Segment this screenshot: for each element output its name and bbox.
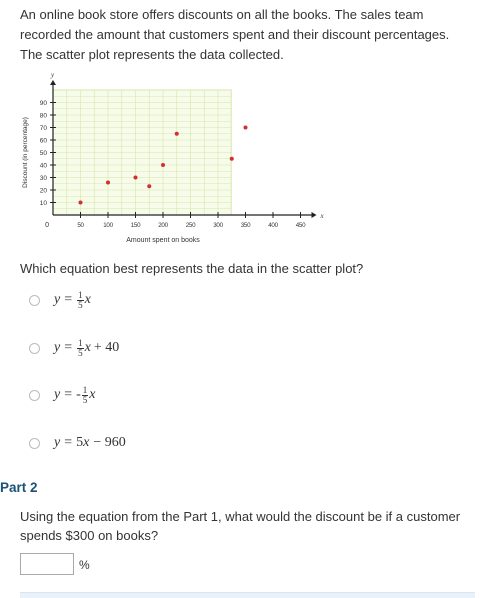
x-tick-label: 450: [295, 222, 306, 229]
part-2-question-line-2: spends $300 on books?: [20, 528, 159, 543]
fraction-numerator: 1: [78, 337, 83, 348]
part-2-title: Part 2: [0, 480, 38, 495]
y-tick-label: 20: [39, 187, 47, 195]
eq-lhs: y: [54, 387, 61, 402]
eq-constant: − 960: [93, 435, 126, 450]
data-point: [230, 157, 234, 161]
equation-1: [54, 291, 91, 310]
eq-lhs: y: [54, 435, 61, 450]
eq-variable: x: [83, 435, 90, 450]
y-tick-label: 30: [39, 175, 47, 182]
y-tick-label: 10: [39, 200, 47, 207]
data-point: [161, 163, 165, 167]
data-point: [134, 176, 138, 180]
radio-button[interactable]: [29, 295, 40, 306]
eq-sign: =: [64, 435, 73, 450]
data-point: [79, 201, 83, 205]
intro-line-2: recorded the amount that customers spent and their discount percentages.: [20, 27, 450, 42]
x-tick-label: 350: [240, 222, 251, 229]
x-tick-label: 400: [268, 222, 278, 229]
scatter-plot: [14, 71, 324, 248]
y-axis-letter: y: [51, 71, 55, 79]
eq-variable: x: [84, 292, 91, 307]
x-tick-label: 100: [103, 222, 113, 229]
option-1[interactable]: [29, 288, 91, 312]
eq-variable: x: [89, 387, 96, 402]
eq-sign: =: [64, 340, 73, 355]
option-3[interactable]: [29, 383, 96, 407]
eq-negative-sign: -: [76, 387, 81, 402]
radio-button[interactable]: [29, 343, 40, 354]
fraction: [82, 386, 89, 405]
y-tick-label: 80: [39, 112, 47, 120]
y-axis-label: Discount (in percentage): [22, 117, 29, 188]
fraction-numerator: 1: [78, 289, 83, 300]
fraction: [77, 291, 84, 310]
fraction-denominator: 5: [82, 394, 88, 405]
equation-2: [54, 339, 119, 358]
part-2-question-line-1: Using the equation from the Part 1, what would the discount be if a customer: [20, 509, 461, 524]
radio-button[interactable]: [29, 438, 40, 449]
y-axis-arrow: [50, 80, 56, 85]
eq-lhs: y: [54, 340, 61, 355]
fraction-numerator: 1: [82, 384, 88, 395]
data-point: [244, 126, 248, 130]
x-tick-label: 250: [185, 222, 196, 229]
equation-4: [54, 435, 126, 451]
eq-variable: x: [84, 340, 91, 355]
intro-line-1: An online book store offers discounts on all the books. The sales team: [20, 7, 424, 22]
fraction: [77, 339, 84, 358]
x-tick-label: 150: [130, 222, 141, 229]
x-axis-label: Amount spent on books: [126, 237, 200, 244]
eq-sign: =: [64, 292, 73, 307]
y-tick-label: 50: [39, 150, 47, 157]
y-tick-label: 40: [39, 162, 47, 170]
x-axis-arrow: [312, 212, 317, 218]
origin-label: 0: [45, 222, 49, 229]
y-tick-label: 90: [39, 100, 47, 107]
y-tick-label: 70: [39, 125, 47, 132]
data-point: [106, 181, 110, 185]
question-text: Which equation best represents the data in the scatter plot?: [20, 261, 364, 276]
discount-answer-input[interactable]: [20, 553, 74, 575]
fraction-denominator: 5: [78, 347, 83, 358]
problem-intro: [20, 5, 465, 65]
data-point: [175, 132, 179, 136]
x-axis-letter: x: [320, 212, 324, 220]
radio-button[interactable]: [29, 390, 40, 401]
data-point: [147, 184, 151, 188]
y-tick-label: 60: [39, 137, 47, 145]
equation-3: [54, 386, 96, 405]
option-4[interactable]: [29, 431, 126, 455]
part-2-question: [20, 507, 468, 545]
eq-lhs: y: [54, 292, 61, 307]
x-tick-label: 300: [213, 222, 223, 229]
percent-unit-label: %: [79, 558, 90, 572]
feedback-bar: [20, 592, 475, 598]
x-tick-label: 200: [158, 222, 168, 229]
eq-constant: + 40: [93, 340, 120, 355]
fraction-denominator: 5: [78, 299, 83, 310]
option-2[interactable]: [29, 336, 119, 360]
eq-coefficient: 5: [76, 435, 84, 450]
x-tick-label: 50: [77, 222, 84, 229]
eq-sign: =: [64, 387, 73, 402]
intro-line-3: The scatter plot represents the data collected.: [20, 47, 284, 62]
